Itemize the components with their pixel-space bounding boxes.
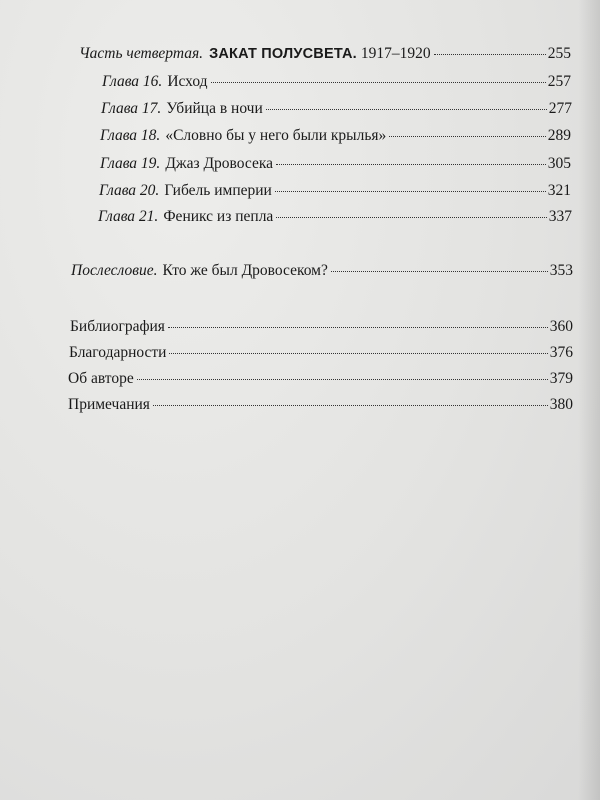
dot-leader bbox=[276, 217, 546, 218]
toc-chapter-entry bbox=[99, 182, 571, 200]
chapter-label: Глава 18. bbox=[100, 127, 161, 144]
chapter-label: Глава 17. bbox=[101, 100, 162, 117]
toc-part-entry bbox=[79, 45, 571, 63]
page-edge-shadow bbox=[578, 0, 600, 800]
chapter-title: Убийца в ночи bbox=[166, 100, 263, 117]
page-number: 305 bbox=[547, 155, 571, 172]
entry-title: Об авторе bbox=[68, 370, 134, 387]
entry-title: Библиография bbox=[70, 318, 165, 335]
afterword-label: Послесловие. bbox=[71, 262, 158, 279]
page-number: 257 bbox=[547, 73, 571, 90]
chapter-label: Глава 19. bbox=[100, 155, 161, 172]
chapter-title: Феникс из пепла bbox=[163, 208, 274, 225]
dot-leader bbox=[276, 164, 546, 165]
chapter-title: Исход bbox=[167, 73, 208, 90]
dot-leader bbox=[434, 54, 546, 55]
page-number: 255 bbox=[547, 45, 571, 62]
toc-chapter-entry bbox=[100, 127, 571, 145]
chapter-title: Джаз Дровосека bbox=[165, 155, 274, 172]
dot-leader bbox=[168, 327, 548, 328]
dot-leader bbox=[331, 271, 548, 272]
page-number: 321 bbox=[547, 182, 571, 199]
toc-back-matter-entry bbox=[69, 344, 573, 362]
chapter-title: «Словно бы у него были крылья» bbox=[165, 127, 387, 144]
dot-leader bbox=[275, 191, 546, 192]
toc-chapter-entry bbox=[102, 73, 571, 91]
dot-leader bbox=[211, 82, 546, 83]
toc-chapter-entry bbox=[98, 208, 572, 226]
toc-back-matter-entry bbox=[68, 396, 573, 414]
page-number: 353 bbox=[549, 262, 573, 279]
toc-chapter-entry bbox=[100, 155, 571, 173]
entry-title: Примечания bbox=[68, 396, 150, 413]
chapter-label: Глава 20. bbox=[99, 182, 160, 199]
page-number: 380 bbox=[549, 396, 573, 413]
toc-chapter-entry bbox=[101, 100, 572, 118]
page-number: 376 bbox=[549, 344, 573, 361]
page-number: 360 bbox=[549, 318, 573, 335]
page-number: 379 bbox=[549, 370, 573, 387]
page-number: 277 bbox=[548, 100, 572, 117]
toc-back-matter-entry bbox=[68, 370, 573, 388]
dot-leader bbox=[169, 353, 547, 354]
dot-leader bbox=[266, 109, 547, 110]
page-number: 337 bbox=[548, 208, 572, 225]
toc-afterword-entry bbox=[71, 262, 573, 280]
chapter-label: Глава 16. bbox=[102, 73, 163, 90]
entry-title: Благодарности bbox=[69, 344, 167, 361]
page-number: 289 bbox=[547, 127, 571, 144]
chapter-title: Гибель империи bbox=[164, 182, 272, 199]
dot-leader bbox=[153, 405, 548, 406]
toc-back-matter-entry bbox=[70, 318, 573, 336]
dot-leader bbox=[137, 379, 548, 380]
part-years: 1917–1920 bbox=[360, 45, 431, 62]
part-title: ЗАКАТ ПОЛУСВЕТА. bbox=[209, 46, 357, 62]
afterword-title: Кто же был Дровосеком? bbox=[162, 262, 328, 279]
dot-leader bbox=[389, 136, 545, 137]
part-label: Часть четвертая. bbox=[79, 45, 204, 62]
chapter-label: Глава 21. bbox=[98, 208, 159, 225]
